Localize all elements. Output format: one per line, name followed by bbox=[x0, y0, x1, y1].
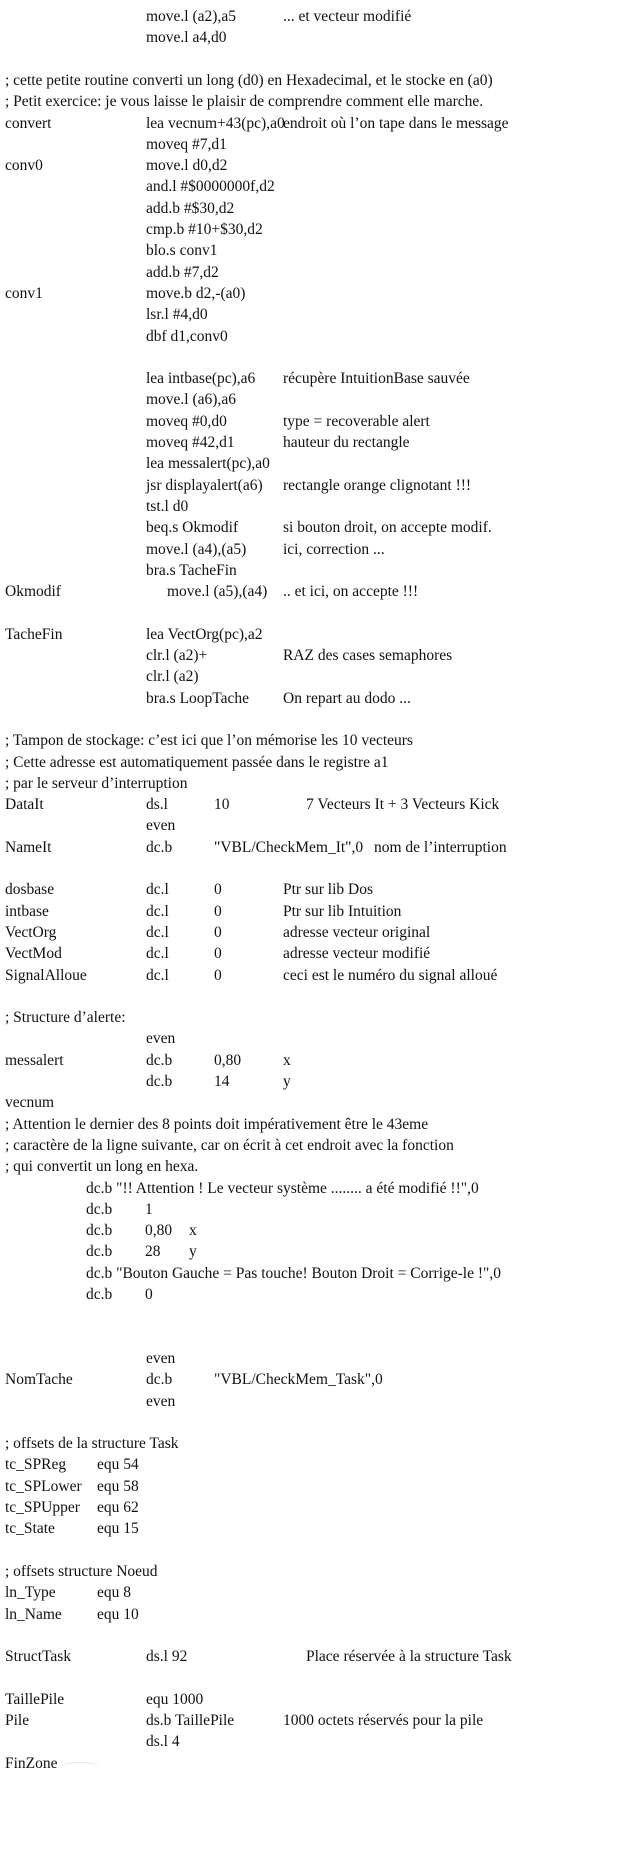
line-text: vecnum bbox=[5, 1094, 55, 1112]
line-instruction: equ 15 bbox=[97, 1520, 139, 1538]
line-instruction: ds.l 4 bbox=[146, 1733, 180, 1751]
line-instruction: move.l a4,d0 bbox=[146, 29, 227, 47]
line-comment: Ptr sur lib Dos bbox=[283, 881, 373, 899]
code-line bbox=[0, 496, 639, 517]
line-operand: 1000 octets réservés pour la pile bbox=[283, 1712, 484, 1729]
line-operand: 0 bbox=[214, 923, 222, 941]
code-line bbox=[0, 134, 639, 155]
line-text: ; Cette adresse est automatiquement passée dans le registre a1 bbox=[5, 753, 389, 771]
line-text: ; cette petite routine converti un long (d0) en Hexadecimal, et le stocke en (a0) bbox=[5, 71, 493, 89]
line-instruction: dc.b bbox=[146, 838, 173, 856]
code-line bbox=[0, 155, 639, 176]
scan-smudge bbox=[60, 1762, 100, 1773]
code-line bbox=[0, 965, 639, 986]
code-line bbox=[0, 27, 639, 48]
line-label: NameIt bbox=[5, 838, 52, 856]
code-line bbox=[0, 1518, 639, 1539]
line-operand: 10 bbox=[214, 796, 230, 814]
line-operand: 0 bbox=[214, 945, 222, 963]
code-line bbox=[0, 730, 639, 751]
line-text: ; caractère de la ligne suivante, car on écrit à cet endroit avec la fonction bbox=[5, 1136, 454, 1154]
code-line bbox=[0, 624, 639, 645]
line-instruction: dc.b bbox=[86, 1243, 113, 1261]
line-operand: ici, correction ... bbox=[283, 540, 385, 558]
code-line bbox=[0, 858, 639, 879]
line-instruction: move.l (a6),a6 bbox=[146, 391, 236, 409]
code-line bbox=[0, 1263, 639, 1284]
code-line bbox=[0, 879, 639, 900]
code-line bbox=[0, 943, 639, 964]
line-instruction: move.l (a4),(a5) bbox=[146, 540, 247, 558]
line-operand: .. et ici, on accepte !!! bbox=[283, 583, 419, 601]
line-instruction: clr.l (a2)+ bbox=[146, 647, 208, 664]
line-comment: adresse vecteur modifié bbox=[283, 945, 431, 963]
code-line bbox=[0, 1497, 639, 1518]
line-operand: Place réservée à la structure Task bbox=[306, 1648, 512, 1666]
line-comment: x bbox=[283, 1051, 291, 1069]
code-line bbox=[0, 1071, 639, 1092]
code-line bbox=[0, 1220, 639, 1241]
line-operand: "VBL/CheckMem_Task",0 bbox=[214, 1371, 383, 1389]
line-label: Pile bbox=[5, 1712, 30, 1729]
line-instruction: dc.b bbox=[86, 1286, 113, 1303]
line-instruction: even bbox=[146, 1030, 176, 1048]
line-label: StructTask bbox=[5, 1648, 72, 1666]
code-line bbox=[0, 70, 639, 91]
line-instruction: moveq #0,d0 bbox=[146, 412, 227, 430]
line-instruction: blo.s conv1 bbox=[146, 242, 218, 260]
code-line bbox=[0, 304, 639, 325]
line-comment: ceci est le numéro du signal alloué bbox=[283, 966, 498, 984]
code-line bbox=[0, 91, 639, 112]
line-operand: 0 bbox=[214, 966, 222, 984]
code-line bbox=[0, 347, 639, 368]
code-line bbox=[0, 1391, 639, 1412]
code-line bbox=[0, 368, 639, 389]
code-line bbox=[0, 1433, 639, 1454]
line-instruction: equ 58 bbox=[97, 1477, 139, 1495]
line-instruction: move.l d0,d2 bbox=[146, 157, 228, 175]
line-instruction: and.l #$0000000f,d2 bbox=[146, 178, 275, 196]
line-instruction: lea messalert(pc),a0 bbox=[146, 455, 270, 473]
code-line bbox=[0, 1561, 639, 1582]
line-instruction: move.l (a2),a5 bbox=[146, 8, 236, 25]
line-instruction: jsr displayalert(a6) bbox=[146, 476, 263, 494]
line-label: intbase bbox=[5, 902, 49, 920]
line-instruction: dc.b bbox=[146, 1371, 173, 1389]
code-line bbox=[0, 219, 639, 240]
code-line bbox=[0, 709, 639, 730]
line-label: tc_SPReg bbox=[5, 1456, 67, 1474]
line-instruction: even bbox=[146, 1349, 176, 1367]
line-operand: endroit où l’on tape dans le message bbox=[283, 114, 509, 132]
line-comment: nom de l’interruption bbox=[374, 838, 507, 856]
code-line bbox=[0, 1284, 639, 1305]
code-line bbox=[0, 1199, 639, 1220]
code-line bbox=[0, 113, 639, 134]
code-line bbox=[0, 602, 639, 623]
line-label: tc_State bbox=[5, 1520, 55, 1538]
code-line bbox=[0, 794, 639, 815]
line-operand: 0 bbox=[214, 902, 222, 920]
code-line bbox=[0, 560, 639, 581]
line-operand: 0,80 bbox=[145, 1222, 173, 1240]
code-line bbox=[0, 49, 639, 70]
code-line bbox=[0, 1327, 639, 1348]
code-line bbox=[0, 837, 639, 858]
line-label: NomTache bbox=[5, 1371, 73, 1389]
line-instruction: dc.b "!! Attention ! Le vecteur système ........ a été modifié !!",0 bbox=[86, 1179, 479, 1197]
line-operand: si bouton droit, on accepte modif. bbox=[283, 519, 492, 537]
code-line bbox=[0, 922, 639, 943]
code-line bbox=[0, 1178, 639, 1199]
code-line bbox=[0, 176, 639, 197]
code-line bbox=[0, 198, 639, 219]
line-text: ; offsets de la structure Task bbox=[5, 1435, 179, 1453]
line-label: TaillePile bbox=[5, 1690, 65, 1708]
code-line bbox=[0, 1540, 639, 1561]
line-label: VectOrg bbox=[5, 923, 57, 941]
line-text: ; Tampon de stockage: c’est ici que l’on mémorise les 10 vecteurs bbox=[5, 732, 413, 750]
code-line bbox=[0, 517, 639, 538]
code-line bbox=[0, 1241, 639, 1262]
line-instruction: equ 8 bbox=[97, 1584, 132, 1602]
line-label: DataIt bbox=[5, 796, 44, 814]
line-instruction: dc.b bbox=[86, 1222, 113, 1240]
line-operand: hauteur du rectangle bbox=[283, 434, 410, 451]
line-instruction: lsr.l #4,d0 bbox=[146, 306, 208, 324]
code-line bbox=[0, 1156, 639, 1177]
line-instruction: lea vecnum+43(pc),a0 bbox=[146, 114, 285, 132]
code-line bbox=[0, 1348, 639, 1369]
code-line bbox=[0, 1646, 639, 1667]
line-text: ; par le serveur d’interruption bbox=[5, 774, 188, 792]
line-instruction: dc.b "Bouton Gauche = Pas touche! Bouton Droit = Corrige-le !",0 bbox=[86, 1264, 501, 1282]
line-operand: récupère IntuitionBase sauvée bbox=[283, 370, 470, 388]
code-line bbox=[0, 1604, 639, 1625]
line-operand: RAZ des cases semaphores bbox=[283, 647, 453, 664]
line-label: conv0 bbox=[5, 157, 43, 175]
line-instruction: dc.b bbox=[86, 1200, 113, 1218]
line-operand: type = recoverable alert bbox=[283, 412, 430, 430]
code-line bbox=[0, 1050, 639, 1071]
code-line bbox=[0, 1412, 639, 1433]
line-instruction: dc.l bbox=[146, 945, 169, 963]
line-operand: "VBL/CheckMem_It",0 bbox=[214, 838, 364, 856]
code-line bbox=[0, 1369, 639, 1390]
line-comment: 7 Vecteurs It + 3 Vecteurs Kick bbox=[306, 796, 500, 814]
line-instruction: add.b #$30,d2 bbox=[146, 199, 235, 217]
code-line bbox=[0, 453, 639, 474]
line-label: conv1 bbox=[5, 284, 43, 302]
code-line bbox=[0, 539, 639, 560]
line-label: VectMod bbox=[5, 945, 62, 963]
line-instruction: move.b d2,-(a0) bbox=[146, 284, 246, 302]
code-line bbox=[0, 475, 639, 496]
line-text: ; offsets structure Noeud bbox=[5, 1562, 158, 1580]
line-instruction: lea intbase(pc),a6 bbox=[146, 370, 256, 388]
line-instruction: equ 62 bbox=[97, 1499, 139, 1516]
code-line bbox=[0, 688, 639, 709]
code-line bbox=[0, 1689, 639, 1710]
line-comment: y bbox=[189, 1243, 197, 1261]
code-line bbox=[0, 666, 639, 687]
line-instruction: clr.l (a2) bbox=[146, 668, 199, 686]
code-line bbox=[0, 773, 639, 794]
line-instruction: bra.s LoopTache bbox=[146, 689, 250, 707]
line-label: tc_SPUpper bbox=[5, 1499, 80, 1516]
line-label: SignalAlloue bbox=[5, 966, 87, 984]
line-instruction: dc.l bbox=[146, 923, 169, 941]
line-label: dosbase bbox=[5, 881, 55, 899]
code-line bbox=[0, 1476, 639, 1497]
code-line bbox=[0, 986, 639, 1007]
code-line bbox=[0, 1454, 639, 1475]
code-line bbox=[0, 1582, 639, 1603]
code-line bbox=[0, 389, 639, 410]
line-label: Okmodif bbox=[5, 583, 61, 601]
line-instruction: even bbox=[146, 817, 176, 835]
line-instruction: dbf d1,conv0 bbox=[146, 327, 228, 345]
code-line bbox=[0, 1731, 639, 1752]
line-instruction: dc.l bbox=[146, 902, 169, 920]
line-instruction: dc.l bbox=[146, 881, 169, 899]
line-operand: 0 bbox=[145, 1286, 153, 1303]
code-line bbox=[0, 1667, 639, 1688]
line-text: ; qui convertit un long en hexa. bbox=[5, 1158, 199, 1176]
code-line bbox=[0, 815, 639, 836]
line-instruction: cmp.b #10+$30,d2 bbox=[146, 221, 263, 238]
code-line bbox=[0, 901, 639, 922]
line-comment: Ptr sur lib Intuition bbox=[283, 902, 402, 920]
line-instruction: lea VectOrg(pc),a2 bbox=[146, 625, 263, 643]
line-instruction: dc.l bbox=[146, 966, 169, 984]
line-text: FinZone bbox=[5, 1754, 58, 1772]
line-label: convert bbox=[5, 114, 52, 132]
line-instruction: ds.l 92 bbox=[146, 1648, 188, 1666]
line-label: ln_Type bbox=[5, 1584, 56, 1602]
line-text: ; Petit exercice: je vous laisse le plaisir de comprendre comment elle marche. bbox=[5, 93, 484, 111]
line-comment: adresse vecteur original bbox=[283, 923, 431, 941]
code-line bbox=[0, 240, 639, 261]
code-line bbox=[0, 1092, 639, 1113]
line-instruction: move.l (a5),(a4) bbox=[167, 583, 268, 601]
line-label: TacheFin bbox=[5, 625, 63, 643]
line-instruction: tst.l d0 bbox=[146, 497, 189, 515]
code-line bbox=[0, 432, 639, 453]
code-line bbox=[0, 752, 639, 773]
line-instruction: even bbox=[146, 1392, 176, 1410]
code-line bbox=[0, 1135, 639, 1156]
line-label: messalert bbox=[5, 1051, 64, 1069]
code-line bbox=[0, 283, 639, 304]
line-operand: On repart au dodo ... bbox=[283, 689, 411, 707]
code-line bbox=[0, 1114, 639, 1135]
line-instruction: add.b #7,d2 bbox=[146, 263, 219, 281]
line-instruction: moveq #42,d1 bbox=[146, 434, 235, 451]
code-line bbox=[0, 1625, 639, 1646]
code-line bbox=[0, 326, 639, 347]
line-instruction: moveq #7,d1 bbox=[146, 135, 227, 153]
line-instruction: dc.b bbox=[146, 1051, 173, 1069]
line-text: ; Structure d’alerte: bbox=[5, 1009, 126, 1027]
code-line bbox=[0, 262, 639, 283]
line-operand: 0 bbox=[214, 881, 222, 899]
code-line bbox=[0, 1305, 639, 1326]
line-operand: 28 bbox=[145, 1243, 161, 1261]
code-line bbox=[0, 411, 639, 432]
code-line bbox=[0, 645, 639, 666]
line-comment: x bbox=[189, 1222, 197, 1240]
code-line bbox=[0, 6, 639, 27]
line-instruction: ds.b TaillePile bbox=[146, 1712, 235, 1729]
line-label: tc_SPLower bbox=[5, 1477, 82, 1495]
line-instruction: bra.s TacheFin bbox=[146, 561, 237, 579]
line-label: ln_Name bbox=[5, 1605, 62, 1623]
line-operand: 14 bbox=[214, 1073, 230, 1090]
code-line bbox=[0, 1028, 639, 1049]
code-line bbox=[0, 581, 639, 602]
code-line bbox=[0, 1710, 639, 1731]
line-instruction: ds.l bbox=[146, 796, 168, 814]
line-operand: rectangle orange clignotant !!! bbox=[283, 476, 472, 494]
line-instruction: equ 10 bbox=[97, 1605, 139, 1623]
line-instruction: dc.b bbox=[146, 1073, 173, 1090]
line-comment: y bbox=[283, 1073, 291, 1090]
line-text: ; Attention le dernier des 8 points doit impérativement être le 43eme bbox=[5, 1115, 429, 1133]
line-instruction: beq.s Okmodif bbox=[146, 519, 239, 537]
line-instruction: equ 1000 bbox=[146, 1690, 204, 1708]
code-line bbox=[0, 1007, 639, 1028]
line-instruction: equ 54 bbox=[97, 1456, 139, 1474]
line-operand: 0,80 bbox=[214, 1051, 242, 1069]
line-operand: 1 bbox=[145, 1200, 153, 1218]
line-operand: ... et vecteur modifié bbox=[283, 8, 412, 25]
